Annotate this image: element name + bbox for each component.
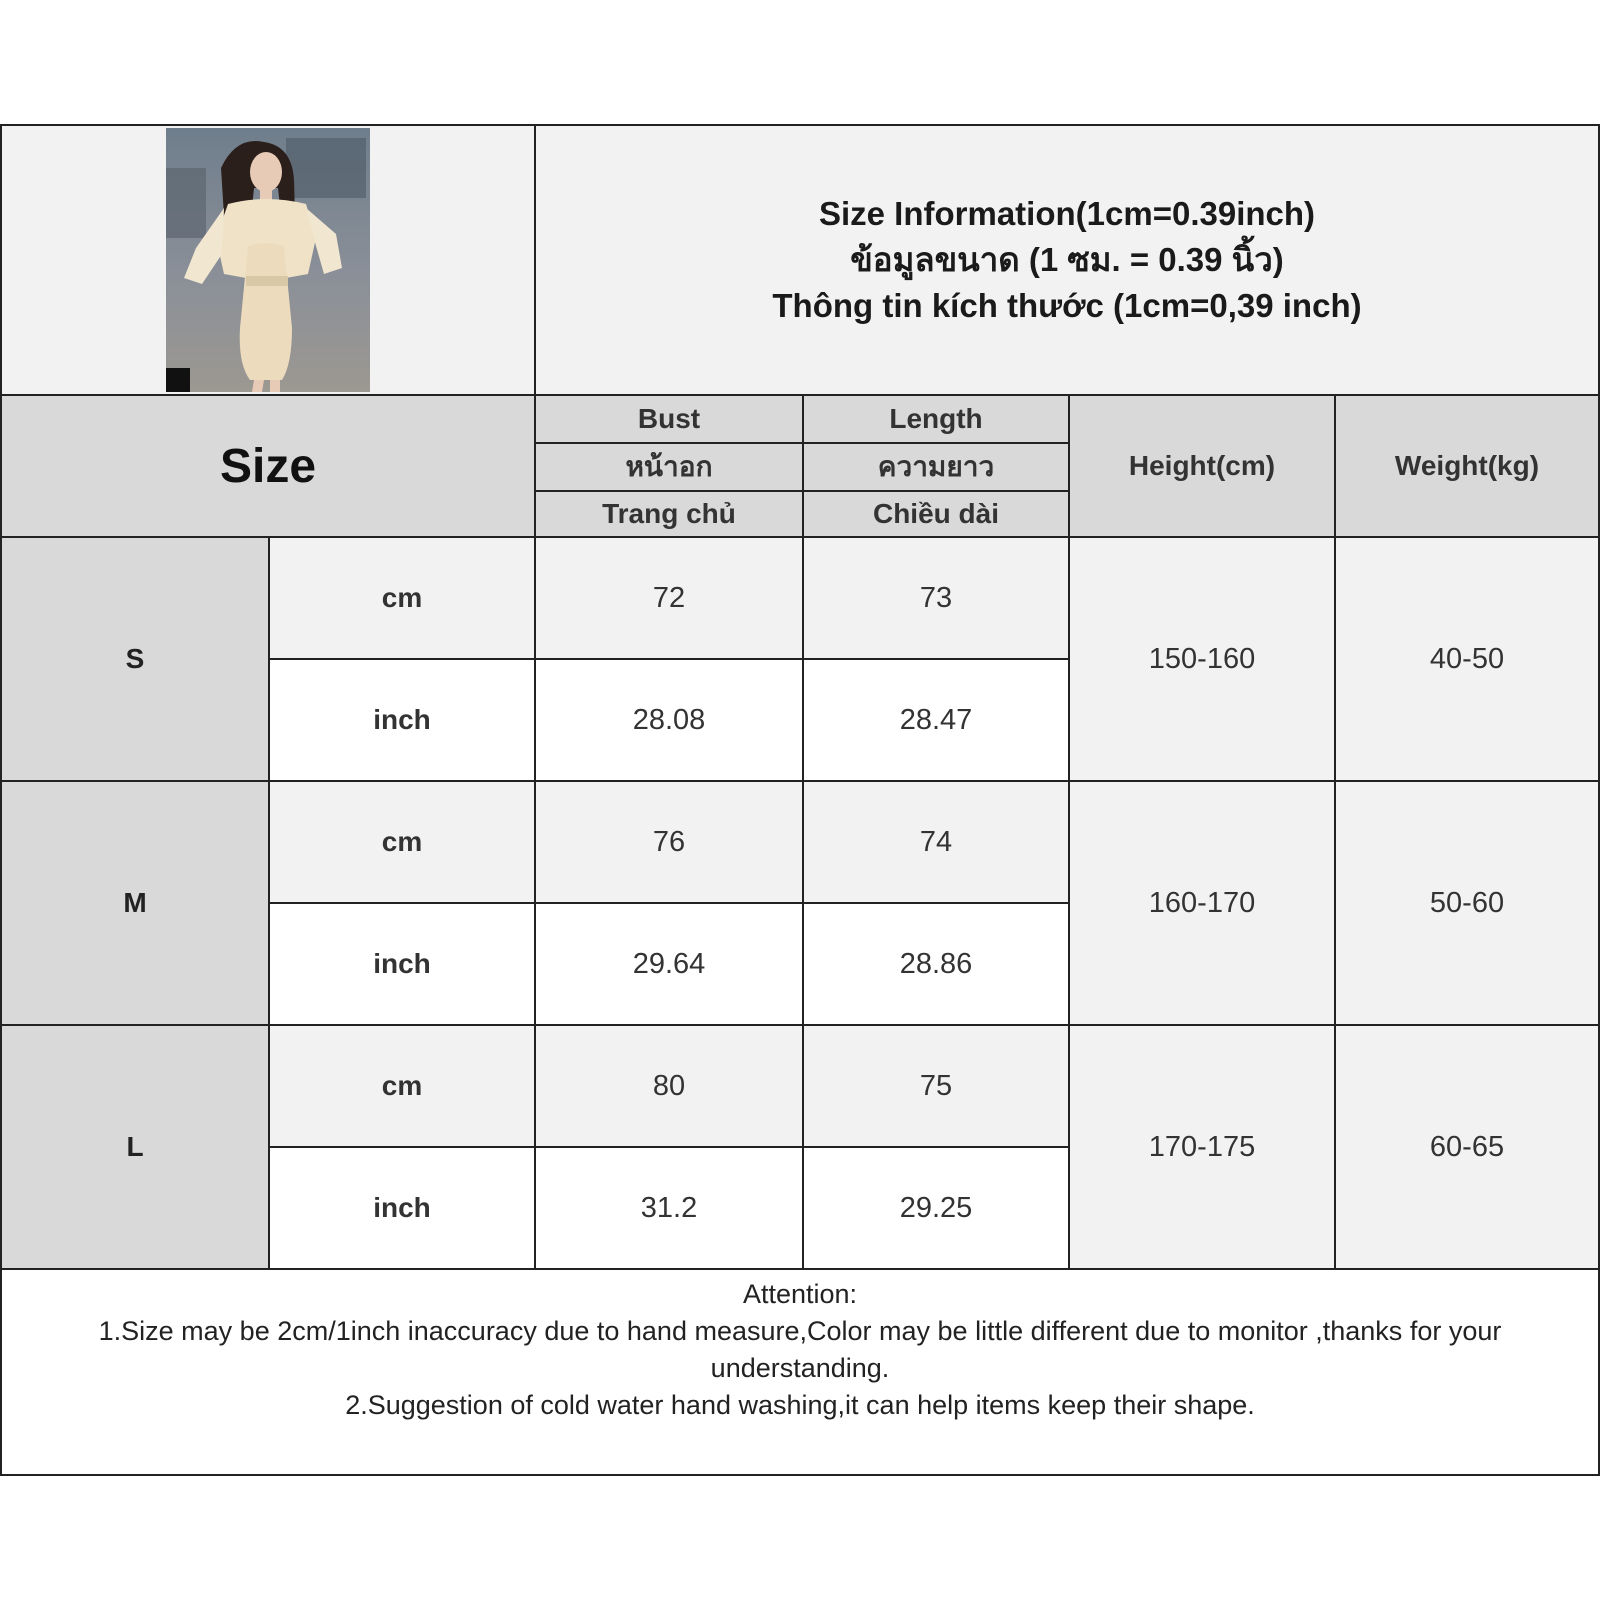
bust-inch-value: 31.2 [640, 1191, 698, 1224]
size-header [2, 396, 534, 536]
length-cm [804, 782, 1068, 902]
grid-line [270, 1146, 1070, 1148]
length-inch-value: 29.25 [899, 1191, 973, 1224]
unit-cm [270, 538, 534, 658]
bust-cm [536, 782, 802, 902]
length-header-en-label: Length [889, 403, 983, 434]
unit-cm-label: cm [381, 582, 423, 613]
title-english: Size Information(1cm=0.39inch) [818, 195, 1316, 232]
attention-notes [2, 1270, 1598, 1474]
size-m [2, 782, 268, 1024]
length-header-th [804, 444, 1068, 490]
bust-header-vi [536, 492, 802, 536]
bust-inch [536, 660, 802, 780]
length-inch [804, 904, 1068, 1024]
weight-value [1336, 782, 1598, 1024]
weight-header [1336, 396, 1598, 536]
bust-inch-value: 28.08 [632, 703, 706, 736]
size-header-label: Size [219, 439, 317, 493]
unit-cm-label: cm [381, 1070, 423, 1101]
weight-header-label: Weight(kg) [1394, 450, 1540, 481]
height-value-text: 170-175 [1148, 1130, 1256, 1163]
bust-inch [536, 1148, 802, 1268]
height-value [1070, 782, 1334, 1024]
length-inch [804, 660, 1068, 780]
grid-line [270, 658, 1070, 660]
bust-cm [536, 538, 802, 658]
grid-line [2, 536, 1598, 538]
attention-line-1: 1.Size may be 2cm/1inch inaccuracy due to hand measure,Color may be little different due to monitor ,thanks for your understanding. [98, 1316, 1502, 1383]
height-value-text: 160-170 [1148, 886, 1256, 919]
weight-value-text: 40-50 [1429, 642, 1505, 675]
photo-cell [2, 126, 534, 394]
weight-value-text: 60-65 [1429, 1130, 1505, 1163]
size-l-label: L [126, 1131, 144, 1162]
grid-line [270, 902, 1070, 904]
grid-line [1334, 394, 1336, 1270]
grid-line [2, 394, 1598, 396]
length-inch-value: 28.47 [899, 703, 973, 736]
attention-heading: Attention: [742, 1279, 858, 1309]
length-header-vi [804, 492, 1068, 536]
size-chart [0, 124, 1600, 1476]
grid-line [534, 126, 536, 1270]
title-cell [536, 126, 1598, 394]
model-photo [166, 128, 370, 392]
size-s [2, 538, 268, 780]
length-cm-value: 74 [919, 825, 953, 858]
unit-inch [270, 904, 534, 1024]
unit-inch [270, 660, 534, 780]
weight-value [1336, 1026, 1598, 1268]
size-l [2, 1026, 268, 1268]
length-cm [804, 538, 1068, 658]
title-thai: ข้อมูลขนาด (1 ซม. = 0.39 นิ้ว) [850, 241, 1284, 278]
bust-header-vi-label: Trang chủ [602, 498, 736, 529]
bust-inch [536, 904, 802, 1024]
unit-cm [270, 782, 534, 902]
grid-line [2, 1268, 1598, 1270]
bust-header-en-label: Bust [637, 403, 701, 434]
unit-inch-label: inch [373, 1192, 431, 1223]
bust-header-en [536, 396, 802, 442]
grid-line [802, 394, 804, 1270]
height-header-label: Height(cm) [1128, 450, 1276, 481]
length-cm-value: 73 [919, 581, 953, 614]
size-m-label: M [123, 887, 147, 918]
length-header-th-label: ความยาว [877, 451, 995, 482]
length-header-vi-label: Chiều dài [872, 498, 999, 529]
height-value-text: 150-160 [1148, 642, 1256, 675]
grid-line [268, 536, 270, 1270]
length-header-en [804, 396, 1068, 442]
grid-line [1068, 394, 1070, 1270]
length-cm-value: 75 [919, 1069, 953, 1102]
grid-line [2, 780, 1598, 782]
unit-inch-label: inch [373, 704, 431, 735]
weight-value-text: 50-60 [1429, 886, 1505, 919]
title-vietnamese: Thông tin kích thước (1cm=0,39 inch) [772, 287, 1362, 324]
bust-cm [536, 1026, 802, 1146]
bust-cm-value: 72 [652, 581, 686, 614]
unit-inch [270, 1148, 534, 1268]
bust-inch-value: 29.64 [632, 947, 706, 980]
unit-inch-label: inch [373, 948, 431, 979]
weight-value [1336, 538, 1598, 780]
size-s-label: S [125, 643, 145, 674]
bust-cm-value: 76 [652, 825, 686, 858]
length-cm [804, 1026, 1068, 1146]
unit-cm [270, 1026, 534, 1146]
height-value [1070, 1026, 1334, 1268]
grid-line [2, 1024, 1598, 1026]
length-inch [804, 1148, 1068, 1268]
bust-header-th [536, 444, 802, 490]
length-inch-value: 28.86 [899, 947, 973, 980]
bust-header-th-label: หน้าอก [625, 451, 713, 482]
bust-cm-value: 80 [652, 1069, 686, 1102]
unit-cm-label: cm [381, 826, 423, 857]
height-header [1070, 396, 1334, 536]
height-value [1070, 538, 1334, 780]
attention-line-2: 2.Suggestion of cold water hand washing,it can help items keep their shape. [345, 1390, 1255, 1420]
